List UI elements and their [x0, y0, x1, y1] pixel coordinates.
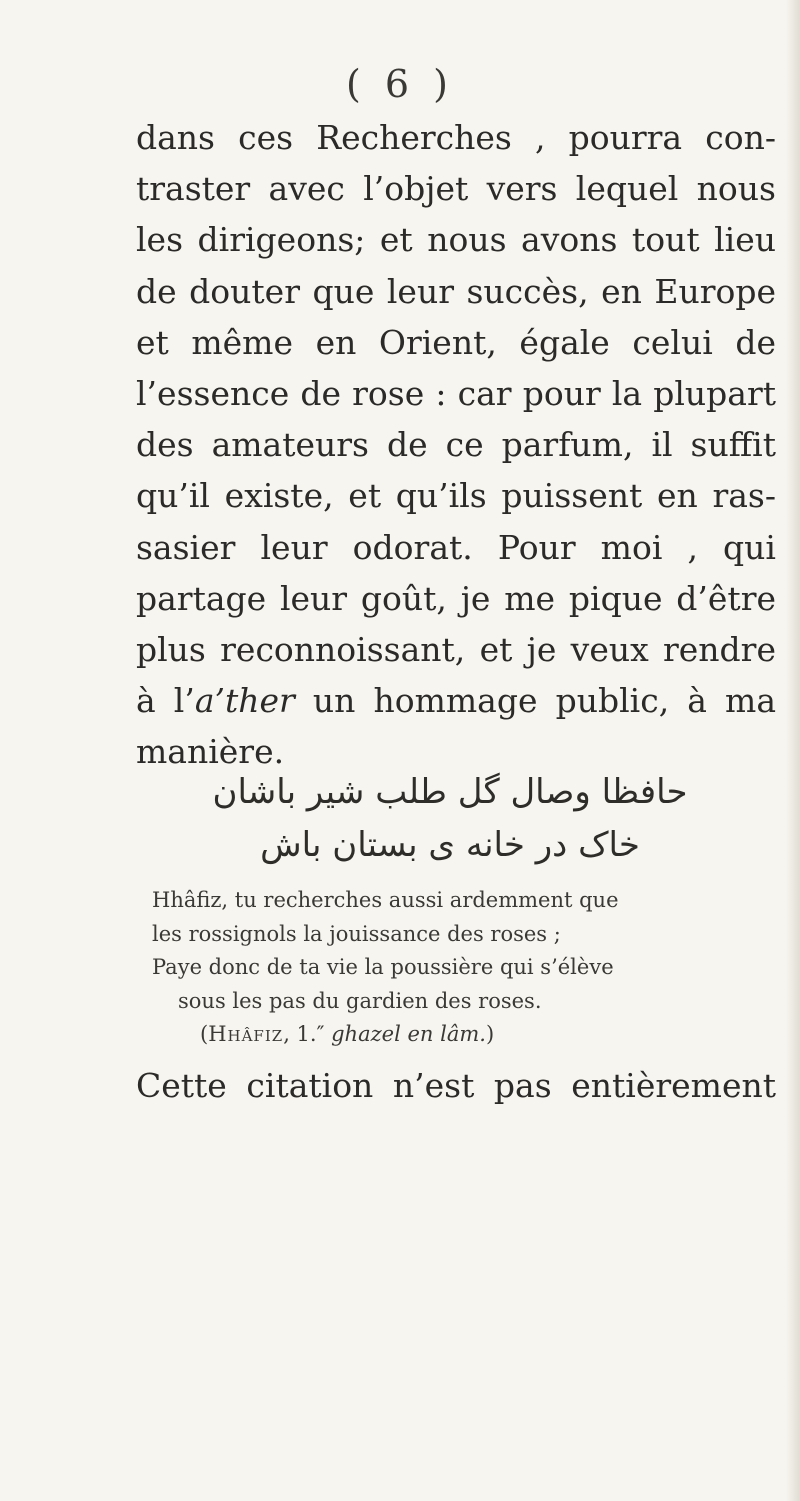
source-citation — [152, 1018, 774, 1052]
citation-sep: , — [283, 1022, 297, 1047]
text-line: partage leur goût, je me pique d’être — [136, 578, 776, 618]
body-paragraph — [136, 112, 776, 778]
text-line: de douter que leur succès, en Europe — [136, 271, 776, 311]
text-line: qu’il existe, et qu’ils puissent en ras- — [136, 476, 776, 516]
text-line: des amateurs de ce parfum, il suffit — [136, 425, 776, 465]
line-part: un hommage public, à ma — [294, 681, 776, 721]
page-edge-shadow — [786, 0, 800, 1501]
translation-line: Hhâfiz, tu recherches aussi ardemment que — [152, 888, 619, 912]
page-number: ( 6 ) — [346, 62, 454, 106]
persian-verse-line-2: خاک در خانه ی بستان باش — [260, 825, 640, 865]
translation-line: Paye donc de ta vie la poussière qui s’élève — [152, 955, 614, 980]
text-line: et même en Orient, égale celui de — [136, 322, 776, 362]
text-line: les dirigeons; et nous avons tout lieu — [136, 220, 776, 260]
verse-translation — [152, 884, 774, 1052]
translation-line: sous les pas du gardien des roses. — [178, 988, 542, 1013]
citation-title: ghazel en lâm. — [324, 1022, 486, 1047]
text-line: plus reconnoissant, et je veux rendre — [136, 630, 776, 670]
text-line: traster avec l’objet vers lequel nous — [136, 169, 776, 209]
text-line-with-italic — [136, 675, 776, 726]
citation-paren: ( — [200, 1022, 209, 1047]
text-line: l’essence de rose : car pour la plupart — [136, 374, 776, 414]
text-line: sasier leur odorat. Pour moi , qui — [136, 527, 776, 567]
translation-line: les rossignols la jouissance des roses ; — [152, 921, 561, 946]
line-part: à l’ — [136, 681, 195, 721]
citation-author: Hhâfiz — [208, 1022, 284, 1047]
citation-ref: 1.″ — [296, 1022, 325, 1047]
text-line: dans ces Recherches , pourra con- — [136, 118, 776, 157]
italic-word: a’ther — [194, 681, 295, 721]
text-line: manière. — [136, 732, 285, 772]
persian-verse-line-1: حافظا وصال گل طلب شیر باشان — [212, 772, 688, 812]
text-line-continued: Cette citation n’est pas entièrement — [136, 1066, 776, 1105]
citation-paren: ) — [485, 1022, 495, 1047]
